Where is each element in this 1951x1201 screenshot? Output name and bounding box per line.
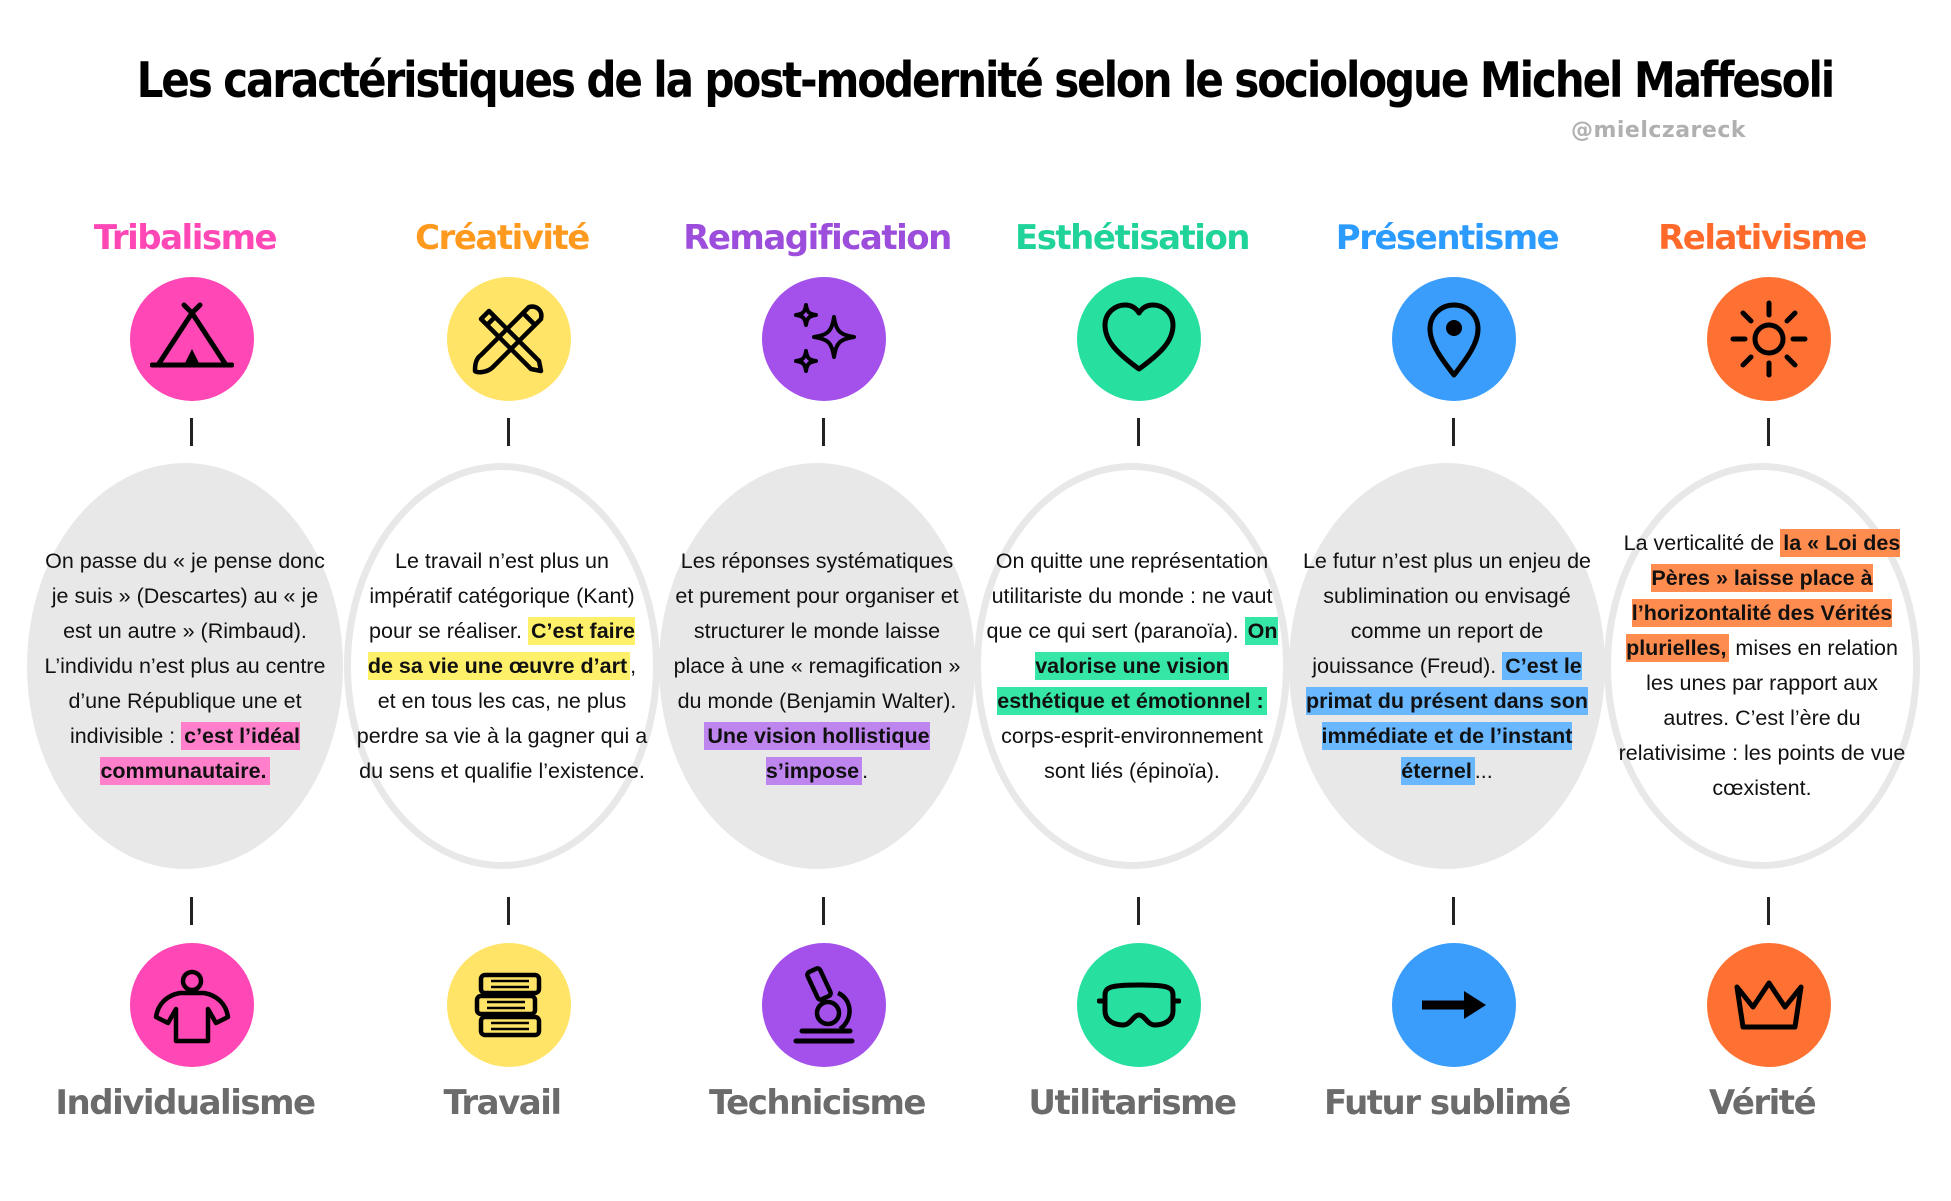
description-circle [1604, 463, 1920, 869]
connector-line [1767, 418, 1770, 446]
travail-circle [447, 943, 571, 1067]
description-circle [659, 463, 975, 869]
arrow-right-icon [1412, 963, 1496, 1047]
description-plain: Les réponses systématiques et purement pour organiser et structurer le monde laisse place à une « remagification » du monde (Benjamin Walter). [673, 548, 961, 713]
description-plain-after: corps-esprit-environnement sont liés (épinoïa). [1001, 723, 1263, 783]
description-circle [344, 463, 660, 869]
remagification-circle [762, 277, 886, 401]
connector-line [507, 418, 510, 446]
column-title: Remagification [683, 218, 951, 258]
crown-icon [1727, 963, 1811, 1047]
bottom-label: Travail [443, 1083, 561, 1123]
connector-line [822, 897, 825, 925]
creativite-circle [447, 277, 571, 401]
bottom-label: Technicisme [709, 1083, 925, 1123]
goggles-icon [1097, 963, 1181, 1047]
presentisme-circle [1392, 277, 1516, 401]
description-plain-after: mises en relation les unes par rapport aux autres. C’est l’ère du relativisime : les points de vue cœxistent. [1618, 636, 1906, 800]
page-title: Les caractéristiques de la post-modernité selon le sociologue Michel Maffesoli [136, 52, 1834, 109]
connector-line [507, 897, 510, 925]
stack-of-books-icon [467, 963, 551, 1047]
description-text [1616, 526, 1908, 806]
description-highlight: C’est faire de sa vie une œuvre d’art [367, 618, 635, 678]
bottom-label: Futur sublimé [1324, 1083, 1570, 1123]
column-title: Tribalisme [93, 218, 277, 258]
technicisme-circle [762, 943, 886, 1067]
description-circle [1289, 463, 1605, 869]
connector-line [822, 418, 825, 446]
heart-icon [1097, 297, 1181, 381]
connector-line [1452, 897, 1455, 925]
description-highlight: On valorise une vision esthétique et émotionnel : [997, 618, 1278, 713]
utilitarisme-circle [1077, 943, 1201, 1067]
author-credit: @mielczareck [1570, 118, 1746, 143]
column-presentisme [1297, 0, 1597, 1201]
column-relativisme [1612, 0, 1912, 1201]
verite-circle [1707, 943, 1831, 1067]
description-plain: La verticalité de [1623, 531, 1775, 555]
tent-icon [150, 297, 234, 381]
brush-and-pencil-icon [467, 297, 551, 381]
bottom-label: Vérité [1708, 1083, 1816, 1123]
connector-line [190, 418, 193, 446]
esthetisation-circle [1077, 277, 1201, 401]
column-tribalisme [35, 0, 335, 1201]
column-title: Esthétisation [1014, 218, 1250, 258]
description-text [1301, 544, 1593, 789]
connector-line [1452, 418, 1455, 446]
description-plain: On quitte une représentation utilitariste du monde : ne vaut que ce qui sert (paranoïa). [986, 548, 1273, 643]
column-title: Créativité [415, 218, 589, 258]
description-text [39, 544, 331, 789]
description-circle [27, 463, 343, 869]
description-highlight: la « Loi des Pères » laisse place à l’horizontalité des Vérités plurielles, [1626, 531, 1901, 660]
description-highlight: C’est le primat du présent dans son immédiate et de l’instant éternel [1306, 653, 1588, 783]
description-text [671, 544, 963, 789]
description-plain: Le travail n’est plus un impératif catégorique (Kant) pour se réaliser. [369, 548, 635, 643]
map-pin-icon [1412, 297, 1496, 381]
description-text [986, 544, 1278, 789]
relativisme-circle [1707, 277, 1831, 401]
person-hands-on-hips-icon [150, 963, 234, 1047]
connector-line [1137, 418, 1140, 446]
individualisme-circle [130, 943, 254, 1067]
description-text [356, 544, 648, 789]
futur-sublime-circle [1392, 943, 1516, 1067]
description-plain-after: . [862, 758, 869, 783]
description-plain-after: ... [1474, 758, 1493, 783]
sparkles-icon [782, 297, 866, 381]
description-plain: Le futur n’est plus un enjeu de sublimination ou envisagé comme un report de jouissance (Freud). [1302, 548, 1592, 678]
description-plain: On passe du « je pense donc je suis » (Descartes) au « je est un autre » (Rimbaud). L’individu n’est plus au centre d’une République une et indivisible : [44, 548, 326, 748]
sun-icon [1727, 297, 1811, 381]
connector-line [190, 897, 193, 925]
column-title: Présentisme [1335, 218, 1559, 258]
connector-line [1137, 897, 1140, 925]
microscope-icon [782, 963, 866, 1047]
column-creativite [352, 0, 652, 1201]
bottom-label: Individualisme [55, 1083, 315, 1123]
column-esthetisation [982, 0, 1282, 1201]
column-remagification [667, 0, 967, 1201]
tribalisme-circle [130, 277, 254, 401]
bottom-label: Utilitarisme [1028, 1083, 1236, 1123]
description-highlight: c’est l’idéal communautaire. [100, 723, 301, 783]
description-highlight: Une vision hollistique s’impose [704, 722, 929, 785]
description-circle [974, 463, 1290, 869]
description-plain-after: , et en tous les cas, ne plus perdre sa vie à la gagner qui a du sens et qualifie l’existence. [356, 653, 648, 783]
connector-line [1767, 897, 1770, 925]
column-title: Relativisme [1658, 218, 1866, 258]
